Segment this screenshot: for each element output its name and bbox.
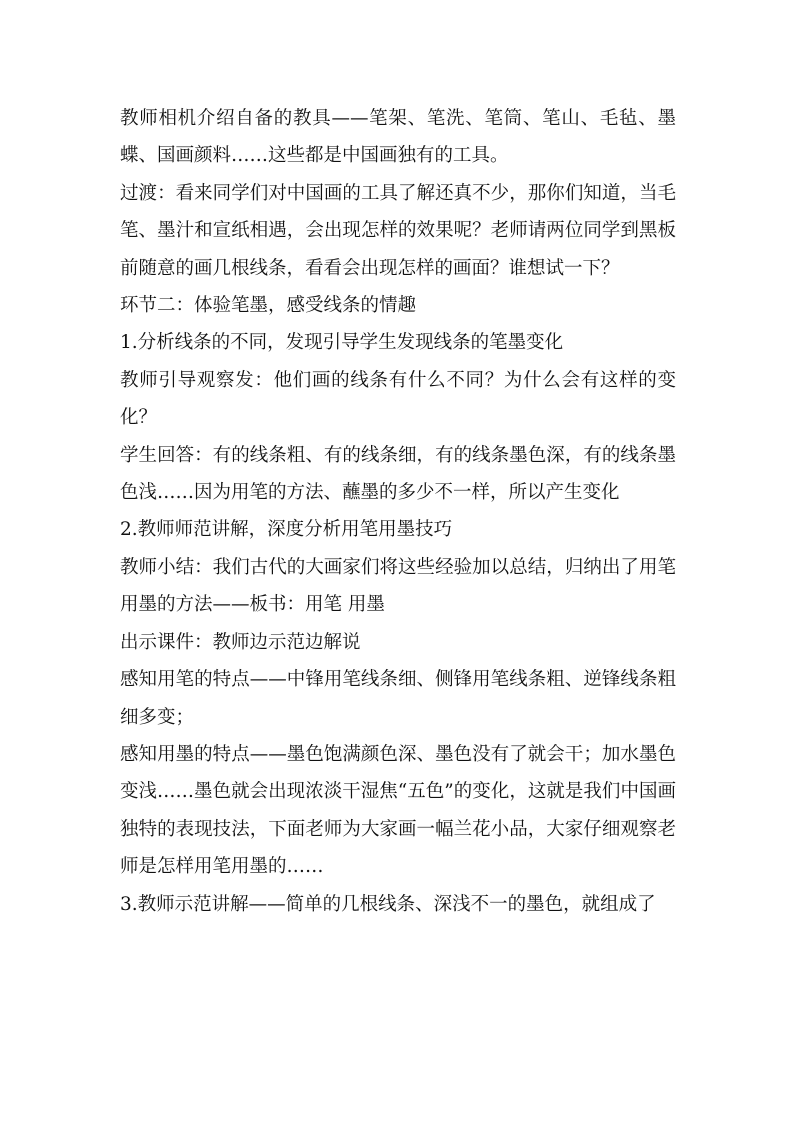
section-heading-2: 环节二：体验笔墨，感受线条的情趣 bbox=[120, 295, 417, 317]
step-2-heading: 2.教师师范讲解，深度分析用笔用墨技巧 bbox=[120, 519, 453, 541]
paragraph-transition: 过渡：看来同学们对中国画的工具了解还真不少，那你们知道，当毛笔、墨汁和宣纸相遇，会出现怎样的效果呢？老师请两位同学到黑板前随意的画几根线条，看看会出现怎样的画面？谁想试一下？ bbox=[120, 182, 676, 279]
step-3-heading: 3.教师示范讲解——简单的几根线条、深浅不一的墨色，就组成了 bbox=[120, 893, 656, 915]
paragraph-ink-features: 感知用墨的特点——墨色饱满颜色深、墨色没有了就会干；加水墨色变浅……墨色就会出现浓淡干湿焦“五色”的变化，这就是我们中国画独特的表现技法，下面老师为大家画一幅兰花小品，大家仔细观察老师是怎样用笔用墨的…… bbox=[120, 743, 676, 878]
paragraph-brush-features: 感知用笔的特点——中锋用笔线条细、侧锋用笔线条粗、逆锋线条粗细多变； bbox=[120, 669, 676, 728]
step-1-heading: 1.分析线条的不同，发现引导学生发现线条的笔墨变化 bbox=[120, 332, 564, 354]
paragraph-courseware: 出示课件：教师边示范边解说 bbox=[120, 631, 361, 653]
paragraph-student-answer: 学生回答：有的线条粗、有的线条细，有的线条墨色深，有的线条墨色浅……因为用笔的方法、蘸墨的多少不一样，所以产生变化 bbox=[120, 444, 676, 504]
document-body bbox=[120, 100, 676, 923]
paragraph-teacher-tools: 教师相机介绍自备的教具——笔架、笔洗、笔筒、笔山、毛毡、墨蝶、国画颜料……这些都是中国画独有的工具。 bbox=[120, 108, 676, 167]
paragraph-teacher-summary: 教师小结：我们古代的大画家们将这些经验加以总结，归纳出了用笔用墨的方法——板书：用笔 用墨 bbox=[120, 556, 676, 616]
paragraph-teacher-guide: 教师引导观察发：他们画的线条有什么不同？为什么会有这样的变化？ bbox=[120, 369, 676, 429]
